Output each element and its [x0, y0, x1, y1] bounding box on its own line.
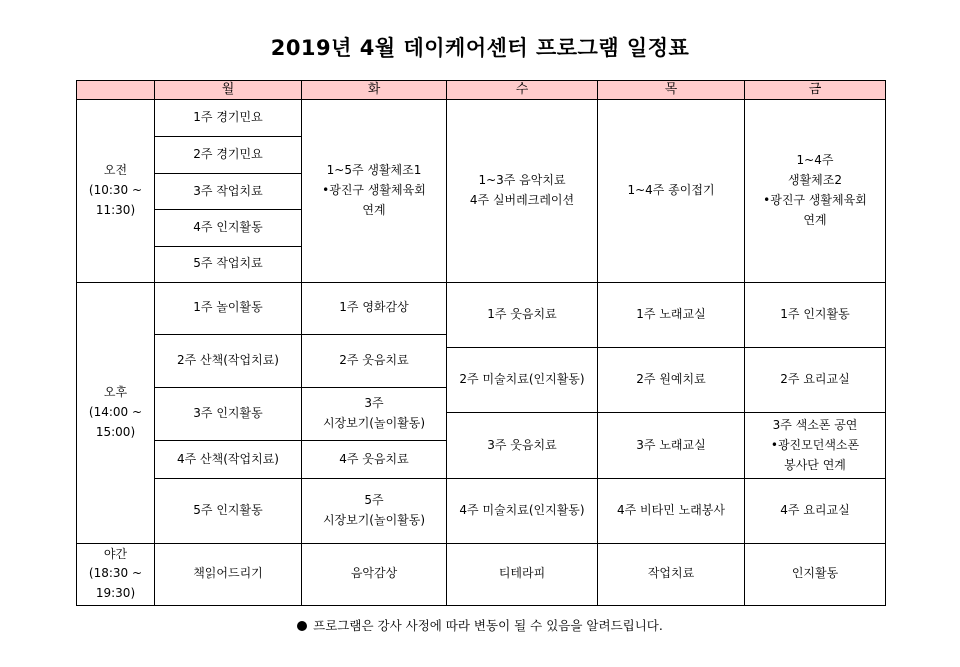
afternoon-wed-week4: 4주 미술치료(인지활동) — [447, 479, 598, 543]
afternoon-label: 오후 — [103, 384, 128, 399]
header-day-tue: 화 — [302, 81, 447, 100]
morning-mon-week2: 2주 경기민요 — [155, 137, 302, 174]
afternoon-tue-week2: 2주 웃음치료 — [302, 334, 447, 387]
afternoon-fri-week3-line2: •광진모던색소폰 — [770, 437, 860, 452]
morning-mon-week4: 4주 인지활동 — [155, 210, 302, 246]
morning-mon-week3: 3주 작업치료 — [155, 174, 302, 210]
header-day-thu: 목 — [598, 81, 745, 100]
morning-mon-week1: 1주 경기민요 — [155, 100, 302, 137]
evening-row — [77, 543, 886, 605]
afternoon-wed-week2: 2주 미술치료(인지활동) — [447, 347, 598, 412]
afternoon-tue-week3-line2: 시장보기(놀이활동) — [322, 416, 426, 431]
evening-fri: 인지활동 — [745, 543, 886, 605]
afternoon-fri-week3-line3: 봉사단 연계 — [784, 457, 846, 472]
footnote — [0, 616, 960, 634]
footnote-text: 프로그램은 강사 사정에 따라 변동이 될 수 있음을 알려드립니다. — [313, 618, 663, 633]
header-row — [77, 81, 886, 100]
morning-time-end: 11:30) — [95, 202, 136, 217]
afternoon-thu-week3: 3주 노래교실 — [598, 413, 745, 479]
afternoon-mon-week4: 4주 산책(작업치료) — [155, 441, 302, 479]
afternoon-mon-week1: 1주 놀이활동 — [155, 282, 302, 334]
afternoon-label-cell — [77, 282, 155, 543]
morning-tue-line2: •광진구 생활체육회 — [322, 182, 426, 197]
evening-mon: 책읽어드리기 — [155, 543, 302, 605]
morning-wed-line1: 1~3주 음악치료 — [478, 173, 566, 188]
morning-tue-line1: 1~5주 생활체조1 — [326, 163, 422, 178]
afternoon-fri-week3-line1: 3주 색소폰 공연 — [772, 418, 858, 433]
evening-tue: 음악감상 — [302, 543, 447, 605]
afternoon-wed-week1: 1주 웃음치료 — [447, 282, 598, 347]
evening-time-end: 19:30) — [95, 586, 136, 601]
afternoon-tue-week4: 4주 웃음치료 — [302, 441, 447, 479]
evening-thu: 작업치료 — [598, 543, 745, 605]
morning-fri-line3: •광진구 생활체육회 — [763, 192, 867, 207]
afternoon-tue-week5-line1: 5주 — [364, 493, 384, 508]
morning-thu-cell — [598, 100, 745, 283]
afternoon-fri-week4 — [745, 479, 886, 543]
morning-mon-week5: 5주 작업치료 — [155, 246, 302, 282]
morning-thu-line1: 1~4주 종이접기 — [627, 182, 715, 197]
morning-tue-line3: 연계 — [362, 202, 386, 217]
afternoon-thu-week4: 4주 비타민 노래봉사 — [598, 479, 745, 543]
afternoon-fri-week2-line1: 2주 요리교실 — [780, 372, 850, 387]
afternoon-fri-week4-line1: 4주 요리교실 — [780, 503, 850, 518]
afternoon-tue-week5 — [302, 479, 447, 543]
morning-fri-line2: 생활체조2 — [787, 173, 842, 188]
afternoon-fri-week1-line1: 1주 인지활동 — [780, 306, 850, 321]
header-day-fri: 금 — [745, 81, 886, 100]
morning-tue-cell — [302, 100, 447, 283]
header-corner — [77, 81, 155, 100]
afternoon-mon-week2: 2주 산책(작업치료) — [155, 334, 302, 387]
afternoon-fri-week3 — [745, 413, 886, 479]
page-title: 2019년 4월 데이케어센터 프로그램 일정표 — [270, 36, 690, 60]
afternoon-mon-week5: 5주 인지활동 — [155, 479, 302, 543]
afternoon-tue-week1: 1주 영화감상 — [302, 282, 447, 334]
evening-label: 야간 — [103, 546, 128, 561]
morning-wed-line2: 4주 실버레크레이션 — [469, 192, 575, 207]
afternoon-fri-week2 — [745, 347, 886, 412]
morning-wed-cell — [447, 100, 598, 283]
morning-time-start: (10:30 ~ — [88, 182, 143, 197]
evening-time-start: (18:30 ~ — [88, 566, 143, 581]
bullet-icon — [297, 621, 307, 631]
morning-fri-cell — [745, 100, 886, 283]
afternoon-mon-week3: 3주 인지활동 — [155, 388, 302, 441]
header-day-wed: 수 — [447, 81, 598, 100]
evening-wed: 티테라피 — [447, 543, 598, 605]
afternoon-tue-week5-line2: 시장보기(놀이활동) — [322, 513, 426, 528]
afternoon-time-end: 15:00) — [95, 424, 136, 439]
schedule-table — [76, 80, 886, 606]
header-day-mon: 월 — [155, 81, 302, 100]
morning-label-cell — [77, 100, 155, 283]
afternoon-tue-week3 — [302, 388, 447, 441]
afternoon-thu-week1: 1주 노래교실 — [598, 282, 745, 347]
evening-label-cell — [77, 543, 155, 605]
morning-fri-line1: 1~4주 — [796, 153, 834, 168]
afternoon-fri-week1 — [745, 282, 886, 347]
afternoon-tue-week3-line1: 3주 — [364, 396, 384, 411]
morning-fri-line4: 연계 — [803, 212, 827, 227]
morning-label: 오전 — [103, 163, 128, 178]
afternoon-wed-week3: 3주 웃음치료 — [447, 413, 598, 479]
afternoon-thu-week2: 2주 원예치료 — [598, 347, 745, 412]
afternoon-time-start: (14:00 ~ — [88, 404, 143, 419]
